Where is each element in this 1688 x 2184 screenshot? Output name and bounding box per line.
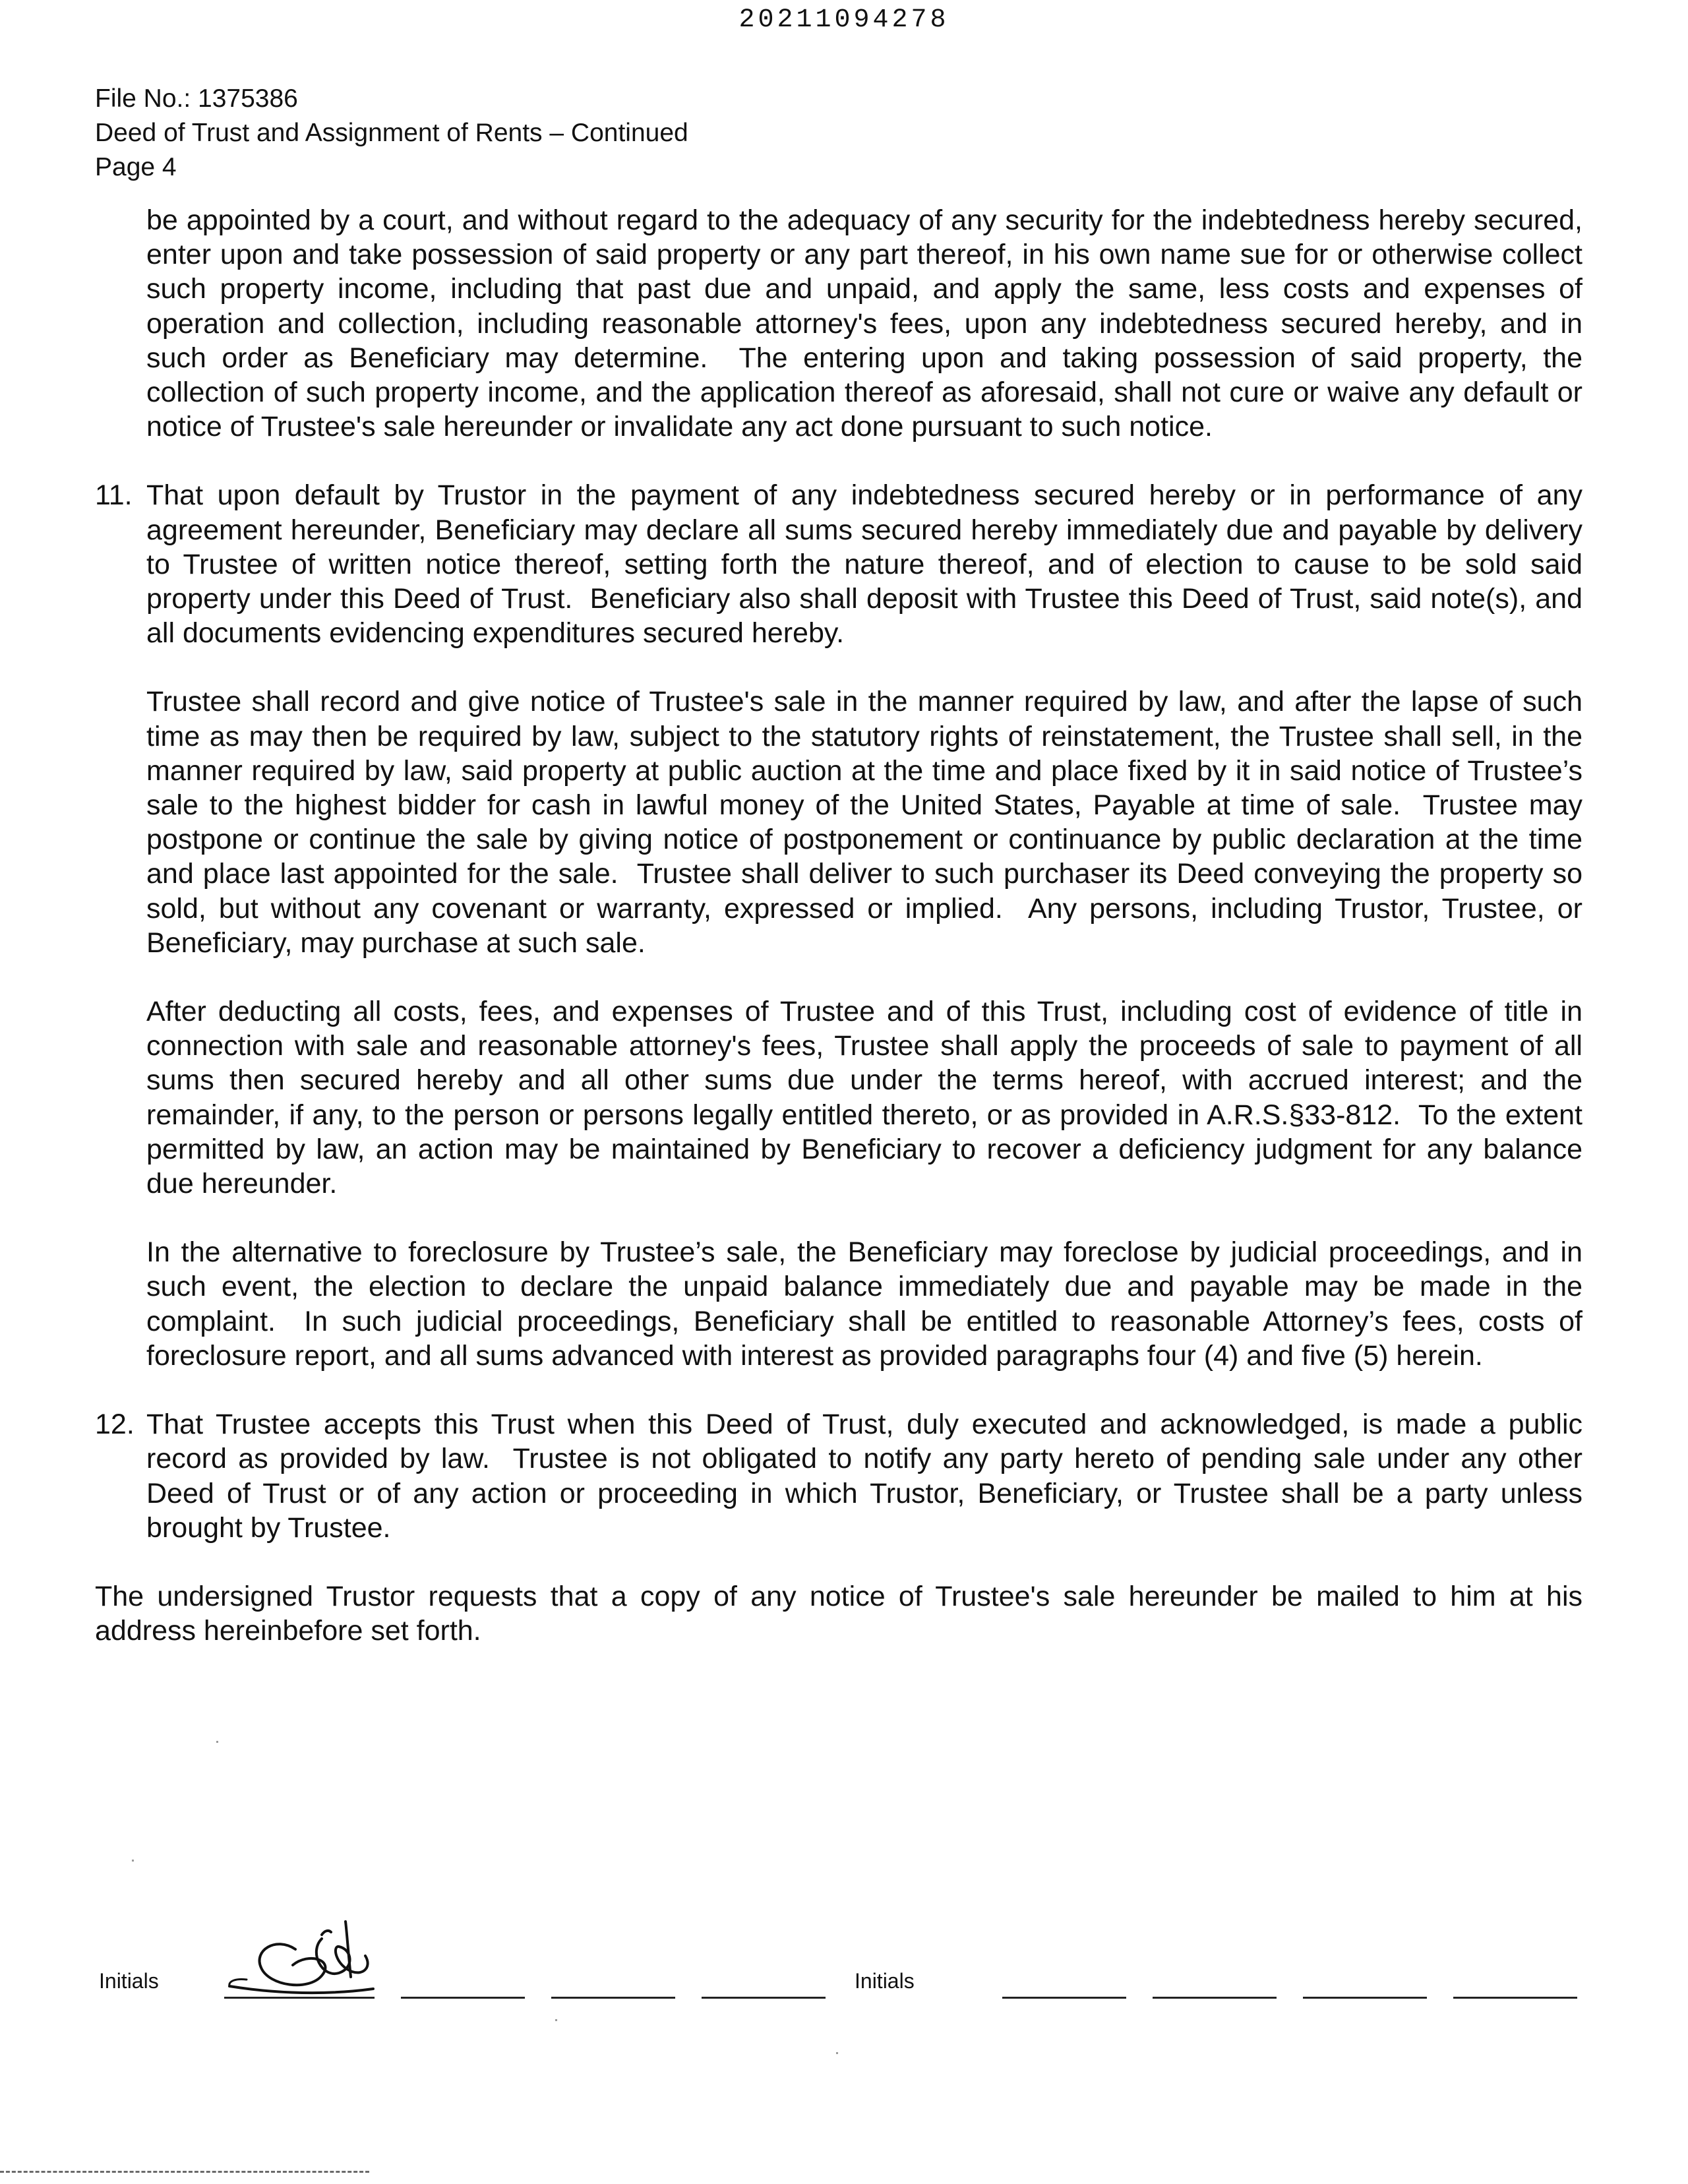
scan-speck <box>132 1860 134 1862</box>
initials-line-right-2[interactable] <box>1153 1997 1277 1999</box>
section-11-paragraph-4: In the alternative to foreclosure by Trustee’s sale, the Beneficiary may foreclose by judicial proceedings, and in such event, the election to declare the unpaid balance immediately due and payable may be made in the complaint. In such judicial proceedings, Beneficiary shall be entitled to reasonable Attorney’s fees, costs of foreclosure report, and all sums advanced with interest as provided paragraphs four (4) and five (5) herein. <box>146 1236 1582 1372</box>
section-11-paragraph-3: After deducting all costs, fees, and expenses of Trustee and of this Trust, including cost of evidence of title in connection with sale and reasonable attorney's fees, Trustee shall apply the proceeds of sale to payment of all sums then secured hereby and all other sums due under the terms hereof, with accrued interest; and the remainder, if any, to the person or persons legally entitled thereto, or as provided in A.R.S.§33-812. To the extent permitted by law, an action may be maintained by Beneficiary to recover a deficiency judgment for any balance due hereunder. <box>146 996 1582 1200</box>
section-number: 12. <box>95 1409 135 1441</box>
section-12-paragraph-1: That Trustee accepts this Trust when this Deed of Trust, duly executed and acknowledged, is made a public record as provided by law. Trustee is not obligated to notify any party hereto of pending sale under any other Deed of Trust or of any action or proceeding in which Trustor, Beneficiary, or Trustee shall be a party unless brought by Trustee. <box>146 1409 1582 1544</box>
section-12 <box>95 1407 1582 1545</box>
document-body <box>95 203 1582 1648</box>
section-11 <box>95 478 1582 650</box>
initials-line-right-3[interactable] <box>1303 1997 1427 1999</box>
initials-label-left: Initials <box>99 1969 159 1993</box>
initials-line-left-4[interactable] <box>702 1997 826 1999</box>
section-11-paragraph-2: Trustee shall record and give notice of Trustee's sale in the manner required by law, and after the lapse of such time as may then be required by law, subject to the statutory rights of reinstatement, the Trustee shall sell, in the manner required by law, said property at public auction at the time and place fixed by it in said notice of Trustee’s sale to the highest bidder for cash in lawful money of the United States, Payable at time of sale. Trustee may postpone or continue the sale by giving notice of postponement or continuance by public declaration at the time and place last appointed for the sale. Trustee shall deliver to such purchaser its Deed conveying the property so sold, but without any covenant or warranty, expressed or implied. Any persons, including Trustor, Trustee, or Beneficiary, may purchase at such sale. <box>146 686 1582 959</box>
initials-label-right: Initials <box>855 1969 915 1993</box>
section-number: 11. <box>95 479 133 512</box>
initials-signature <box>223 1912 381 2005</box>
initials-line-right-4[interactable] <box>1453 1997 1577 1999</box>
page-number: Page 4 <box>95 153 177 181</box>
initials-line-left-1[interactable] <box>224 1997 375 1999</box>
scan-speck <box>216 1741 218 1743</box>
file-number: File No.: 1375386 <box>95 84 298 113</box>
page-header <box>95 82 688 185</box>
initials-line-right-1[interactable] <box>1002 1997 1126 1999</box>
scan-speck <box>836 2052 838 2054</box>
section-11-paragraph-1: That upon default by Trustor in the payment of any indebtedness secured hereby or in performance of any agreement hereunder, Beneficiary may declare all sums secured hereby immediately due and payable by delivery to Trustee of written notice thereof, setting forth the nature thereof, and of election to cause to be sold said property under this Deed of Trust. Beneficiary also shall deposit with Trustee this Deed of Trust, said note(s), and all documents evidencing expenditures secured hereby. <box>146 479 1582 650</box>
scan-edge-artifact <box>0 2171 369 2173</box>
scan-speck <box>555 2019 557 2021</box>
recording-number: 20211094278 <box>738 5 950 35</box>
initials-line-left-2[interactable] <box>401 1997 525 1999</box>
continuation-paragraph: be appointed by a court, and without regard to the adequacy of any security for the indebtedness hereby secured, enter upon and take possession of said property or any part thereof, in his own name sue for or otherwise collect such property income, including that past due and unpaid, and apply the same, less costs and expenses of operation and collection, including reasonable attorney's fees, upon any indebtedness secured hereby, and in such order as Beneficiary may determine. The entering upon and taking possession of said property, the collection of such property income, and the application thereof as aforesaid, shall not cure or waive any default or notice of Trustee's sale hereunder or invalidate any act done pursuant to such notice. <box>146 204 1582 443</box>
initials-line-left-3[interactable] <box>551 1997 675 1999</box>
closing-request: The undersigned Trustor requests that a copy of any notice of Trustee's sale hereunder be mailed to him at his address hereinbefore set forth. <box>95 1580 1582 1647</box>
document-title: Deed of Trust and Assignment of Rents – Continued <box>95 119 688 147</box>
